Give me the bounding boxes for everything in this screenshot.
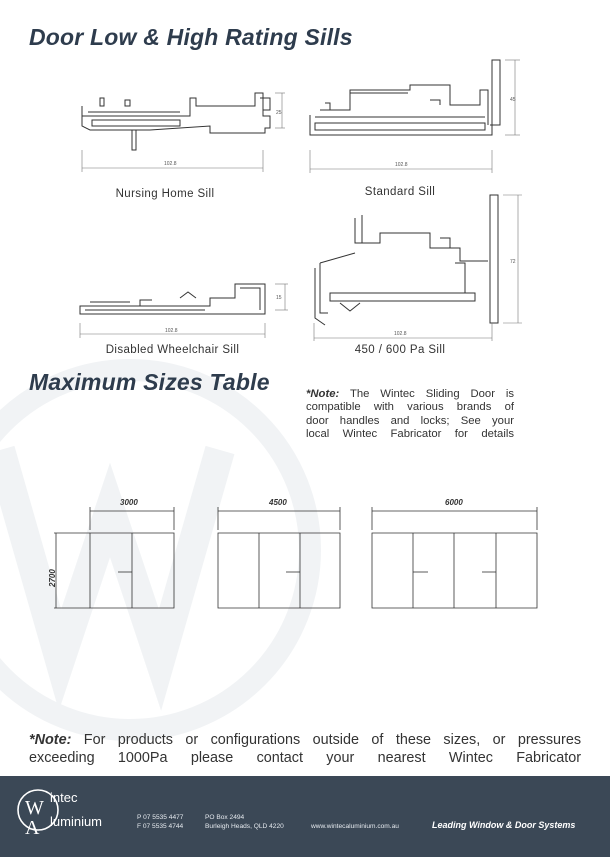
pa-height: 72 bbox=[510, 259, 516, 265]
footer-fax: F 07 5535 4744 bbox=[137, 823, 184, 830]
disabled-wheelchair-sill-drawing bbox=[70, 278, 290, 344]
note-label: *Note: bbox=[306, 388, 340, 400]
pa-sill-caption: 450 / 600 Pa Sill bbox=[354, 344, 446, 356]
sizes-diagram bbox=[50, 495, 560, 615]
note-text-1: The Wintec Sliding Door is bbox=[349, 388, 515, 400]
note-line-4: local Wintec Fabricator for details bbox=[306, 428, 514, 441]
svg-text:W: W bbox=[25, 797, 44, 819]
config-note-line-2: exceeding 1000Pa please contact your nearest Wintec Fabricator bbox=[29, 750, 581, 766]
standard-sill-caption: Standard Sill bbox=[364, 186, 436, 198]
config-note-label: *Note: bbox=[29, 732, 72, 748]
nursing-home-height: 25 bbox=[276, 110, 282, 116]
wheelchair-width: 102.8 bbox=[165, 328, 178, 334]
door-3-width: 6000 bbox=[445, 498, 463, 507]
configuration-note bbox=[29, 731, 581, 767]
compatibility-note bbox=[306, 388, 514, 442]
brand-line-2: luminium bbox=[50, 814, 103, 829]
config-note-text-1: For products or configurations outside of these sizes, or pressures bbox=[83, 732, 582, 748]
standard-sill-drawing bbox=[300, 55, 525, 185]
pa-sill-drawing bbox=[300, 193, 525, 343]
door-height: 2700 bbox=[48, 569, 57, 587]
brand-line-1: intec bbox=[50, 790, 78, 805]
config-note-line-1 bbox=[29, 731, 581, 749]
door-1-width: 3000 bbox=[120, 498, 138, 507]
svg-text:A: A bbox=[25, 817, 40, 839]
footer-website[interactable]: www.wintecaluminium.com.au bbox=[311, 823, 399, 830]
nursing-home-sill-caption: Nursing Home Sill bbox=[115, 188, 215, 200]
footer-address: Burleigh Heads, QLD 4220 bbox=[205, 823, 284, 830]
sizes-heading: Maximum Sizes Table bbox=[29, 369, 270, 395]
pa-width: 102.8 bbox=[394, 331, 407, 337]
note-line-3: door handles and locks; See your bbox=[306, 414, 514, 427]
nursing-home-width: 102.8 bbox=[164, 161, 177, 167]
footer-tagline: Leading Window & Door Systems bbox=[432, 820, 576, 830]
sills-heading: Door Low & High Rating Sills bbox=[29, 24, 353, 50]
note-line-1 bbox=[306, 388, 514, 401]
standard-width: 102.8 bbox=[395, 162, 408, 168]
footer bbox=[0, 776, 610, 857]
footer-po-box: PO Box 2494 bbox=[205, 814, 245, 821]
footer-phone: P 07 5535 4477 bbox=[137, 814, 184, 821]
note-line-2: compatible with various brands of bbox=[306, 401, 514, 414]
standard-height: 45 bbox=[510, 97, 516, 103]
nursing-home-sill-drawing bbox=[70, 88, 285, 188]
wheelchair-height: 15 bbox=[276, 295, 282, 301]
disabled-wheelchair-sill-caption: Disabled Wheelchair Sill bbox=[105, 344, 240, 356]
door-2-width: 4500 bbox=[269, 498, 287, 507]
